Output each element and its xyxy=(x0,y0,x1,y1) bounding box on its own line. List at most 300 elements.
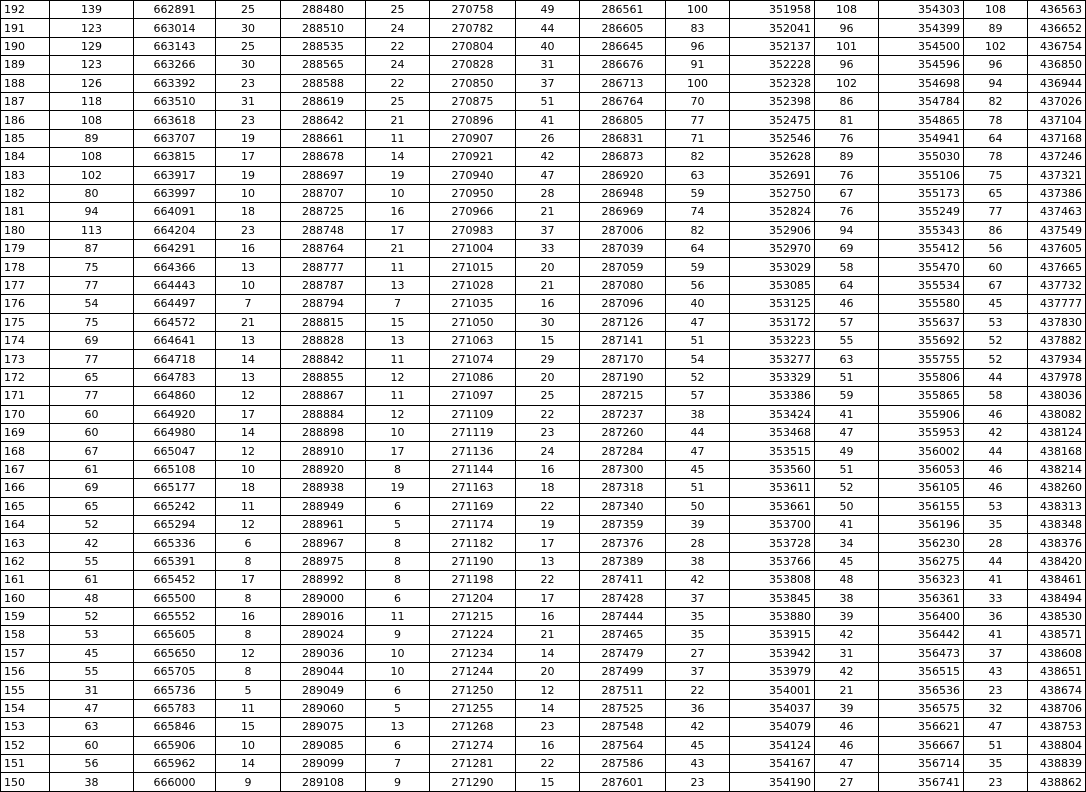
table-cell: 352691 xyxy=(730,166,815,184)
table-cell: 94 xyxy=(50,203,134,221)
table-cell: 352546 xyxy=(730,129,815,147)
table-cell: 17 xyxy=(216,571,281,589)
table-cell: 355755 xyxy=(879,350,964,368)
table-row xyxy=(1,332,1086,350)
table-cell: 123 xyxy=(50,56,134,74)
score-cell: 165 xyxy=(1,497,50,515)
table-cell: 47 xyxy=(815,423,879,441)
table-cell: 356575 xyxy=(879,699,964,717)
table-cell: 271290 xyxy=(430,773,516,791)
table-cell: 436652 xyxy=(1028,19,1086,37)
table-cell: 23 xyxy=(666,773,730,791)
table-cell: 356515 xyxy=(879,663,964,681)
table-cell: 5 xyxy=(366,515,430,533)
table-cell: 353880 xyxy=(730,607,815,625)
table-cell: 353515 xyxy=(730,442,815,460)
table-cell: 287318 xyxy=(580,479,666,497)
table-cell: 287006 xyxy=(580,221,666,239)
table-row xyxy=(1,534,1086,552)
table-cell: 23 xyxy=(516,423,580,441)
table-cell: 65 xyxy=(50,497,134,515)
table-row xyxy=(1,589,1086,607)
table-cell: 8 xyxy=(366,571,430,589)
table-cell: 55 xyxy=(815,332,879,350)
table-cell: 31 xyxy=(516,56,580,74)
score-cell: 188 xyxy=(1,74,50,92)
table-cell: 355692 xyxy=(879,332,964,350)
table-cell: 436850 xyxy=(1028,56,1086,74)
table-cell: 663014 xyxy=(134,19,216,37)
table-row xyxy=(1,184,1086,202)
table-cell: 10 xyxy=(216,736,281,754)
table-cell: 31 xyxy=(50,681,134,699)
table-cell: 287411 xyxy=(580,571,666,589)
table-cell: 438674 xyxy=(1028,681,1086,699)
table-cell: 354001 xyxy=(730,681,815,699)
table-cell: 52 xyxy=(50,607,134,625)
table-cell: 664291 xyxy=(134,240,216,258)
table-cell: 42 xyxy=(666,571,730,589)
table-cell: 353560 xyxy=(730,460,815,478)
table-cell: 13 xyxy=(366,276,430,294)
table-row xyxy=(1,111,1086,129)
table-cell: 7 xyxy=(216,295,281,313)
table-cell: 76 xyxy=(815,166,879,184)
table-cell: 8 xyxy=(216,663,281,681)
table-cell: 18 xyxy=(216,203,281,221)
table-cell: 288975 xyxy=(281,552,366,570)
table-cell: 354124 xyxy=(730,736,815,754)
table-cell: 22 xyxy=(516,405,580,423)
table-cell: 139 xyxy=(50,1,134,19)
table-cell: 39 xyxy=(666,515,730,533)
table-cell: 287444 xyxy=(580,607,666,625)
table-row xyxy=(1,663,1086,681)
table-cell: 663917 xyxy=(134,166,216,184)
score-cell: 184 xyxy=(1,148,50,166)
table-cell: 102 xyxy=(50,166,134,184)
table-cell: 356442 xyxy=(879,626,964,644)
score-cell: 187 xyxy=(1,92,50,110)
table-cell: 41 xyxy=(964,571,1028,589)
table-cell: 96 xyxy=(815,19,879,37)
table-cell: 437732 xyxy=(1028,276,1086,294)
table-cell: 288619 xyxy=(281,92,366,110)
table-cell: 5 xyxy=(216,681,281,699)
table-cell: 12 xyxy=(366,368,430,386)
score-cell: 151 xyxy=(1,755,50,773)
table-cell: 663392 xyxy=(134,74,216,92)
table-cell: 89 xyxy=(50,129,134,147)
table-cell: 271119 xyxy=(430,423,516,441)
table-cell: 102 xyxy=(815,74,879,92)
table-cell: 64 xyxy=(964,129,1028,147)
table-cell: 288992 xyxy=(281,571,366,589)
table-cell: 271035 xyxy=(430,295,516,313)
table-cell: 38 xyxy=(666,552,730,570)
table-cell: 48 xyxy=(815,571,879,589)
table-cell: 437321 xyxy=(1028,166,1086,184)
table-row xyxy=(1,626,1086,644)
table-cell: 118 xyxy=(50,92,134,110)
table-cell: 77 xyxy=(50,350,134,368)
score-cell: 158 xyxy=(1,626,50,644)
table-cell: 438571 xyxy=(1028,626,1086,644)
table-cell: 288898 xyxy=(281,423,366,441)
table-cell: 12 xyxy=(216,644,281,662)
table-cell: 37 xyxy=(666,663,730,681)
table-cell: 353277 xyxy=(730,350,815,368)
table-cell: 7 xyxy=(366,755,430,773)
table-cell: 28 xyxy=(666,534,730,552)
table-row xyxy=(1,552,1086,570)
table-cell: 19 xyxy=(216,129,281,147)
table-cell: 271215 xyxy=(430,607,516,625)
table-cell: 288697 xyxy=(281,166,366,184)
table-cell: 101 xyxy=(815,37,879,55)
table-cell: 353029 xyxy=(730,258,815,276)
table-cell: 20 xyxy=(516,663,580,681)
score-cell: 172 xyxy=(1,368,50,386)
table-cell: 437463 xyxy=(1028,203,1086,221)
table-cell: 49 xyxy=(815,442,879,460)
table-row xyxy=(1,405,1086,423)
table-cell: 53 xyxy=(964,313,1028,331)
table-cell: 438260 xyxy=(1028,479,1086,497)
table-cell: 352628 xyxy=(730,148,815,166)
table-cell: 54 xyxy=(50,295,134,313)
table-cell: 23 xyxy=(216,111,281,129)
table-cell: 46 xyxy=(964,479,1028,497)
table-cell: 16 xyxy=(516,736,580,754)
table-cell: 288588 xyxy=(281,74,366,92)
table-cell: 271050 xyxy=(430,313,516,331)
table-cell: 11 xyxy=(216,699,281,717)
table-cell: 42 xyxy=(666,718,730,736)
table-cell: 289108 xyxy=(281,773,366,791)
table-cell: 663618 xyxy=(134,111,216,129)
table-cell: 17 xyxy=(216,405,281,423)
table-cell: 45 xyxy=(666,460,730,478)
table-cell: 287499 xyxy=(580,663,666,681)
table-cell: 271015 xyxy=(430,258,516,276)
table-cell: 25 xyxy=(216,37,281,55)
table-cell: 663707 xyxy=(134,129,216,147)
score-cell: 176 xyxy=(1,295,50,313)
table-cell: 665552 xyxy=(134,607,216,625)
table-cell: 23 xyxy=(216,74,281,92)
table-cell: 438862 xyxy=(1028,773,1086,791)
table-cell: 665336 xyxy=(134,534,216,552)
table-cell: 352906 xyxy=(730,221,815,239)
table-cell: 438839 xyxy=(1028,755,1086,773)
table-cell: 25 xyxy=(366,1,430,19)
score-cell: 160 xyxy=(1,589,50,607)
table-row xyxy=(1,736,1086,754)
table-cell: 67 xyxy=(50,442,134,460)
table-cell: 59 xyxy=(666,258,730,276)
table-row xyxy=(1,240,1086,258)
table-cell: 665294 xyxy=(134,515,216,533)
table-cell: 288642 xyxy=(281,111,366,129)
table-row xyxy=(1,644,1086,662)
table-cell: 44 xyxy=(666,423,730,441)
score-cell: 170 xyxy=(1,405,50,423)
table-cell: 287586 xyxy=(580,755,666,773)
table-cell: 288910 xyxy=(281,442,366,460)
table-cell: 8 xyxy=(216,552,281,570)
table-cell: 270983 xyxy=(430,221,516,239)
table-cell: 665783 xyxy=(134,699,216,717)
table-cell: 289075 xyxy=(281,718,366,736)
table-cell: 13 xyxy=(216,258,281,276)
table-cell: 59 xyxy=(815,387,879,405)
table-cell: 288764 xyxy=(281,240,366,258)
table-cell: 20 xyxy=(516,368,580,386)
table-cell: 437605 xyxy=(1028,240,1086,258)
table-cell: 663143 xyxy=(134,37,216,55)
table-cell: 356361 xyxy=(879,589,964,607)
table-cell: 5 xyxy=(366,699,430,717)
score-cell: 192 xyxy=(1,1,50,19)
table-cell: 113 xyxy=(50,221,134,239)
table-cell: 31 xyxy=(216,92,281,110)
table-cell: 10 xyxy=(216,184,281,202)
table-row xyxy=(1,313,1086,331)
table-cell: 270940 xyxy=(430,166,516,184)
table-cell: 286605 xyxy=(580,19,666,37)
table-cell: 96 xyxy=(666,37,730,55)
table-cell: 45 xyxy=(964,295,1028,313)
table-cell: 14 xyxy=(216,755,281,773)
table-cell: 286676 xyxy=(580,56,666,74)
table-cell: 12 xyxy=(216,442,281,460)
table-cell: 63 xyxy=(815,350,879,368)
table-cell: 42 xyxy=(516,148,580,166)
table-cell: 352228 xyxy=(730,56,815,74)
score-cell: 178 xyxy=(1,258,50,276)
table-cell: 271074 xyxy=(430,350,516,368)
table-cell: 353125 xyxy=(730,295,815,313)
table-cell: 22 xyxy=(516,571,580,589)
table-cell: 11 xyxy=(366,129,430,147)
table-cell: 78 xyxy=(964,111,1028,129)
table-cell: 288535 xyxy=(281,37,366,55)
table-cell: 19 xyxy=(366,479,430,497)
table-cell: 286764 xyxy=(580,92,666,110)
table-row xyxy=(1,350,1086,368)
table-cell: 94 xyxy=(815,221,879,239)
table-cell: 355173 xyxy=(879,184,964,202)
table-cell: 11 xyxy=(366,387,430,405)
table-cell: 352475 xyxy=(730,111,815,129)
table-cell: 287428 xyxy=(580,589,666,607)
table-cell: 665962 xyxy=(134,755,216,773)
table-cell: 356155 xyxy=(879,497,964,515)
table-row xyxy=(1,221,1086,239)
score-cell: 167 xyxy=(1,460,50,478)
table-cell: 100 xyxy=(666,1,730,19)
table-cell: 270828 xyxy=(430,56,516,74)
table-cell: 28 xyxy=(964,534,1028,552)
table-cell: 271234 xyxy=(430,644,516,662)
table-cell: 47 xyxy=(964,718,1028,736)
table-cell: 356536 xyxy=(879,681,964,699)
table-cell: 52 xyxy=(50,515,134,533)
table-cell: 129 xyxy=(50,37,134,55)
table-cell: 17 xyxy=(516,589,580,607)
table-cell: 663997 xyxy=(134,184,216,202)
table-cell: 288920 xyxy=(281,460,366,478)
table-cell: 287284 xyxy=(580,442,666,460)
table-cell: 287237 xyxy=(580,405,666,423)
table-cell: 353728 xyxy=(730,534,815,552)
table-cell: 51 xyxy=(516,92,580,110)
table-cell: 437934 xyxy=(1028,350,1086,368)
table-cell: 51 xyxy=(815,368,879,386)
table-cell: 55 xyxy=(50,552,134,570)
table-cell: 17 xyxy=(516,534,580,552)
table-cell: 438082 xyxy=(1028,405,1086,423)
table-body xyxy=(1,1,1086,792)
table-cell: 47 xyxy=(516,166,580,184)
score-cell: 177 xyxy=(1,276,50,294)
table-row xyxy=(1,295,1086,313)
table-cell: 288961 xyxy=(281,515,366,533)
table-cell: 271244 xyxy=(430,663,516,681)
table-cell: 437978 xyxy=(1028,368,1086,386)
table-cell: 355534 xyxy=(879,276,964,294)
table-cell: 22 xyxy=(366,74,430,92)
table-cell: 67 xyxy=(815,184,879,202)
table-cell: 355412 xyxy=(879,240,964,258)
table-cell: 77 xyxy=(50,387,134,405)
table-cell: 354865 xyxy=(879,111,964,129)
table-cell: 353085 xyxy=(730,276,815,294)
table-cell: 60 xyxy=(50,423,134,441)
table-cell: 287511 xyxy=(580,681,666,699)
table-cell: 60 xyxy=(50,736,134,754)
table-cell: 10 xyxy=(216,460,281,478)
table-cell: 271174 xyxy=(430,515,516,533)
table-cell: 356741 xyxy=(879,773,964,791)
table-cell: 437830 xyxy=(1028,313,1086,331)
score-cell: 155 xyxy=(1,681,50,699)
table-cell: 46 xyxy=(815,295,879,313)
table-cell: 32 xyxy=(964,699,1028,717)
table-cell: 355637 xyxy=(879,313,964,331)
table-cell: 355249 xyxy=(879,203,964,221)
table-cell: 64 xyxy=(815,276,879,294)
table-row xyxy=(1,129,1086,147)
table-cell: 8 xyxy=(216,589,281,607)
score-cell: 169 xyxy=(1,423,50,441)
table-cell: 21 xyxy=(366,111,430,129)
table-cell: 287389 xyxy=(580,552,666,570)
table-cell: 286831 xyxy=(580,129,666,147)
table-cell: 355470 xyxy=(879,258,964,276)
table-cell: 288565 xyxy=(281,56,366,74)
score-cell: 191 xyxy=(1,19,50,37)
table-cell: 270804 xyxy=(430,37,516,55)
table-cell: 664366 xyxy=(134,258,216,276)
table-cell: 664572 xyxy=(134,313,216,331)
score-cell: 163 xyxy=(1,534,50,552)
table-cell: 21 xyxy=(815,681,879,699)
table-cell: 286969 xyxy=(580,203,666,221)
table-cell: 438651 xyxy=(1028,663,1086,681)
table-cell: 353172 xyxy=(730,313,815,331)
table-cell: 354079 xyxy=(730,718,815,736)
table-row xyxy=(1,37,1086,55)
table-row xyxy=(1,497,1086,515)
table-cell: 49 xyxy=(516,1,580,19)
table-cell: 437665 xyxy=(1028,258,1086,276)
table-cell: 45 xyxy=(815,552,879,570)
table-cell: 665846 xyxy=(134,718,216,736)
score-cell: 185 xyxy=(1,129,50,147)
table-cell: 46 xyxy=(815,718,879,736)
table-cell: 356323 xyxy=(879,571,964,589)
table-cell: 663510 xyxy=(134,92,216,110)
table-cell: 13 xyxy=(366,332,430,350)
table-cell: 271250 xyxy=(430,681,516,699)
score-cell: 162 xyxy=(1,552,50,570)
table-cell: 354698 xyxy=(879,74,964,92)
table-cell: 438494 xyxy=(1028,589,1086,607)
table-cell: 56 xyxy=(964,240,1028,258)
table-cell: 270966 xyxy=(430,203,516,221)
table-cell: 664443 xyxy=(134,276,216,294)
table-cell: 287376 xyxy=(580,534,666,552)
table-cell: 60 xyxy=(50,405,134,423)
table-cell: 69 xyxy=(815,240,879,258)
table-cell: 355343 xyxy=(879,221,964,239)
table-cell: 288828 xyxy=(281,332,366,350)
score-cell: 166 xyxy=(1,479,50,497)
table-cell: 21 xyxy=(216,313,281,331)
table-cell: 356105 xyxy=(879,479,964,497)
table-cell: 44 xyxy=(964,552,1028,570)
table-cell: 51 xyxy=(666,332,730,350)
table-cell: 354500 xyxy=(879,37,964,55)
table-cell: 74 xyxy=(666,203,730,221)
table-cell: 20 xyxy=(516,258,580,276)
table-cell: 665650 xyxy=(134,644,216,662)
table-cell: 52 xyxy=(815,479,879,497)
table-cell: 46 xyxy=(964,405,1028,423)
table-cell: 23 xyxy=(216,221,281,239)
table-cell: 288967 xyxy=(281,534,366,552)
table-cell: 351958 xyxy=(730,1,815,19)
table-cell: 22 xyxy=(516,497,580,515)
table-cell: 289016 xyxy=(281,607,366,625)
table-cell: 353468 xyxy=(730,423,815,441)
table-cell: 18 xyxy=(516,479,580,497)
table-cell: 47 xyxy=(50,699,134,717)
table-cell: 287170 xyxy=(580,350,666,368)
table-cell: 354037 xyxy=(730,699,815,717)
table-cell: 665906 xyxy=(134,736,216,754)
table-cell: 288842 xyxy=(281,350,366,368)
table-cell: 17 xyxy=(216,148,281,166)
table-cell: 77 xyxy=(50,276,134,294)
table-cell: 437168 xyxy=(1028,129,1086,147)
table-cell: 63 xyxy=(666,166,730,184)
table-cell: 271274 xyxy=(430,736,516,754)
table-cell: 63 xyxy=(50,718,134,736)
table-cell: 288938 xyxy=(281,479,366,497)
